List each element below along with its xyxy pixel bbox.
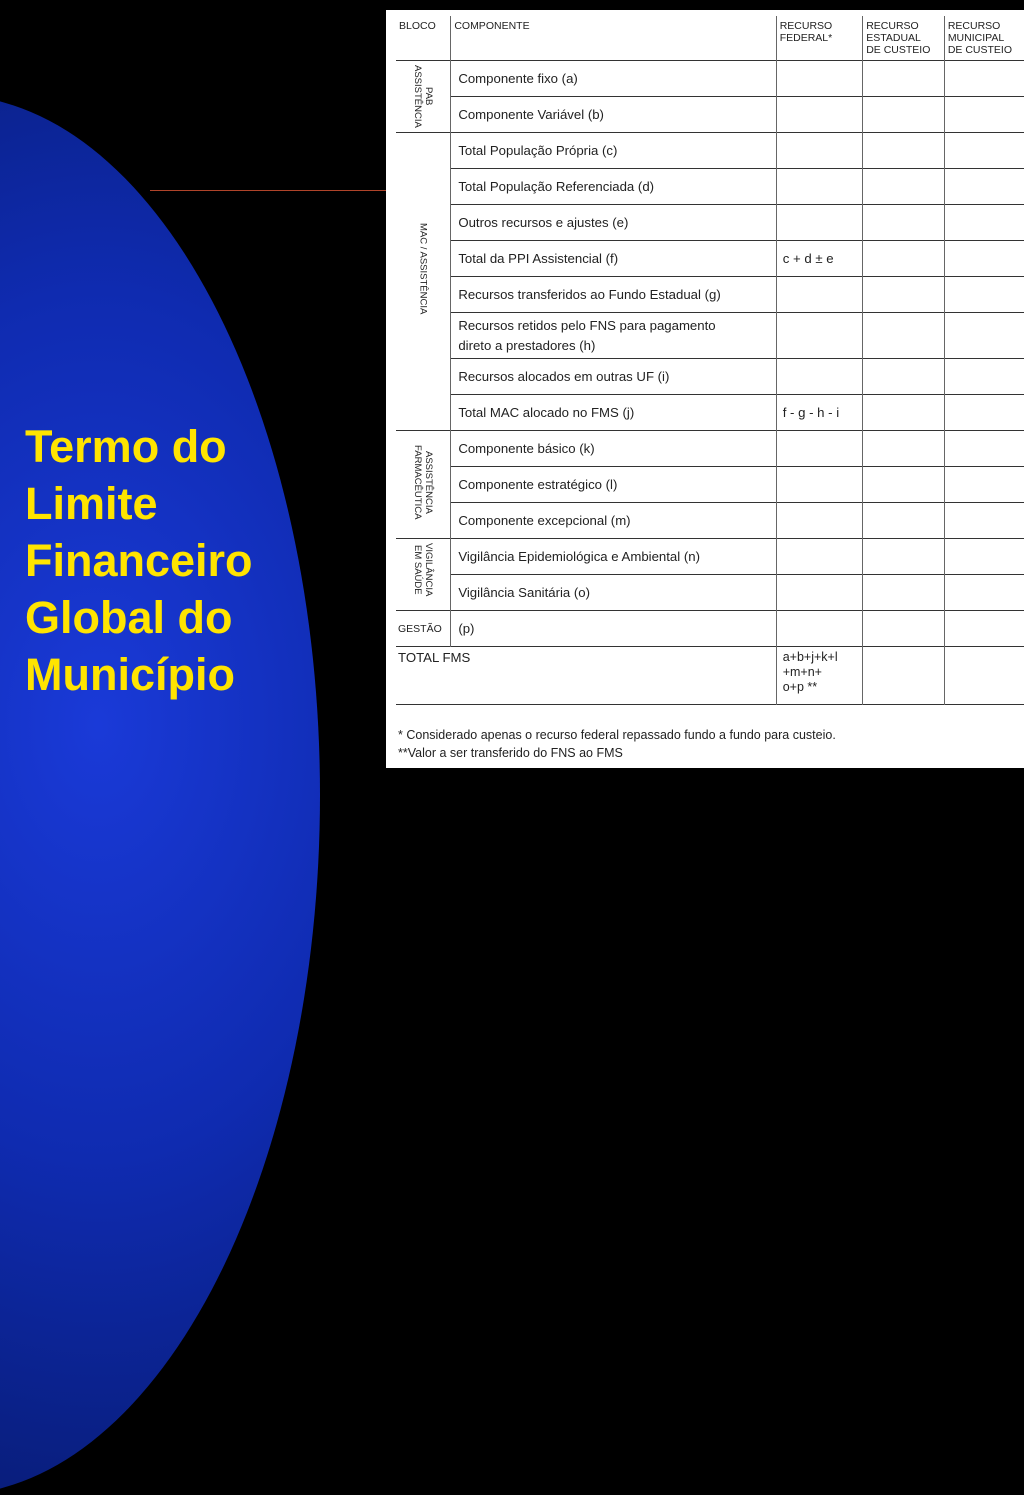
row-label: (p): [451, 611, 776, 647]
row-label: Componente Variável (b): [451, 97, 776, 133]
row-label: Outros recursos e ajustes (e): [451, 205, 776, 241]
table-row: [396, 431, 1024, 467]
row-label: Recursos transferidos ao Fundo Estadual (g): [451, 277, 776, 313]
row-label: Total População Referenciada (d): [451, 169, 776, 205]
header-componente: COMPONENTE: [451, 16, 776, 61]
table-row: [396, 313, 1024, 359]
title-line: Global do: [25, 592, 233, 643]
footnote: * Considerado apenas o recurso federal repassado fundo a fundo para custeio.: [398, 728, 836, 742]
total-label: TOTAL FMS: [396, 647, 776, 705]
row-label: Componente estratégico (l): [451, 467, 776, 503]
document-image: [386, 10, 1024, 768]
block-pab: PAB ASSISTÊNCIA: [396, 61, 451, 133]
table-row: [396, 395, 1024, 431]
table-row: [396, 61, 1024, 97]
block-vs: VIGILÂNCIA EM SAÚDE: [396, 539, 451, 611]
footnotes: [398, 726, 836, 762]
title-line: Financeiro: [25, 535, 253, 586]
row-label: Total População Própria (c): [451, 133, 776, 169]
title-line: Termo do: [25, 421, 227, 472]
table-row: [396, 611, 1024, 647]
table-row: [396, 97, 1024, 133]
block-af: ASSISTÊNCIA FARMACÊUTICA: [396, 431, 451, 539]
row-label: Componente básico (k): [451, 431, 776, 467]
table-row: [396, 133, 1024, 169]
header-federal: RECURSO FEDERAL*: [776, 16, 863, 61]
row-label: Recursos alocados em outras UF (i): [451, 359, 776, 395]
table-row: [396, 169, 1024, 205]
table-total-row: [396, 647, 1024, 705]
formula-cell: f - g - h - i: [776, 395, 863, 431]
formula-cell: c + d ± e: [776, 241, 863, 277]
header-municipal: RECURSO MUNICIPAL DE CUSTEIO: [947, 20, 1012, 56]
table-row: [396, 575, 1024, 611]
table-row: [396, 359, 1024, 395]
table-row: [396, 467, 1024, 503]
row-label: Vigilância Epidemiológica e Ambiental (n): [451, 539, 776, 575]
block-gestao: GESTÃO: [396, 611, 451, 647]
table-row: [396, 277, 1024, 313]
table-row: [396, 241, 1024, 277]
row-label: Componente fixo (a): [451, 61, 776, 97]
row-label: Recursos retidos pelo FNS para pagamento direto a prestadores (h): [451, 313, 776, 359]
table-row: [396, 205, 1024, 241]
footnote: **Valor a ser transferido do FNS ao FMS: [398, 746, 623, 760]
table-row: [396, 539, 1024, 575]
header-estadual: RECURSO ESTADUAL DE CUSTEIO: [863, 16, 945, 61]
header-bloco: BLOCO: [396, 16, 451, 61]
row-label: Total MAC alocado no FMS (j): [451, 395, 776, 431]
table-row: [396, 503, 1024, 539]
table-header-row: [396, 16, 1024, 61]
title-line: Município: [25, 649, 235, 700]
block-mac: MAC / ASSISTÊNCIA: [396, 133, 451, 431]
slide-title: [25, 418, 325, 703]
title-line: Limite: [25, 478, 158, 529]
total-formula: a+b+j+k+l +m+n+ o+p **: [776, 647, 863, 705]
row-label: Total da PPI Assistencial (f): [451, 241, 776, 277]
row-label: Componente excepcional (m): [451, 503, 776, 539]
row-label: Vigilância Sanitária (o): [451, 575, 776, 611]
background-arc: [0, 95, 320, 1495]
financial-limit-table: [396, 16, 1024, 705]
